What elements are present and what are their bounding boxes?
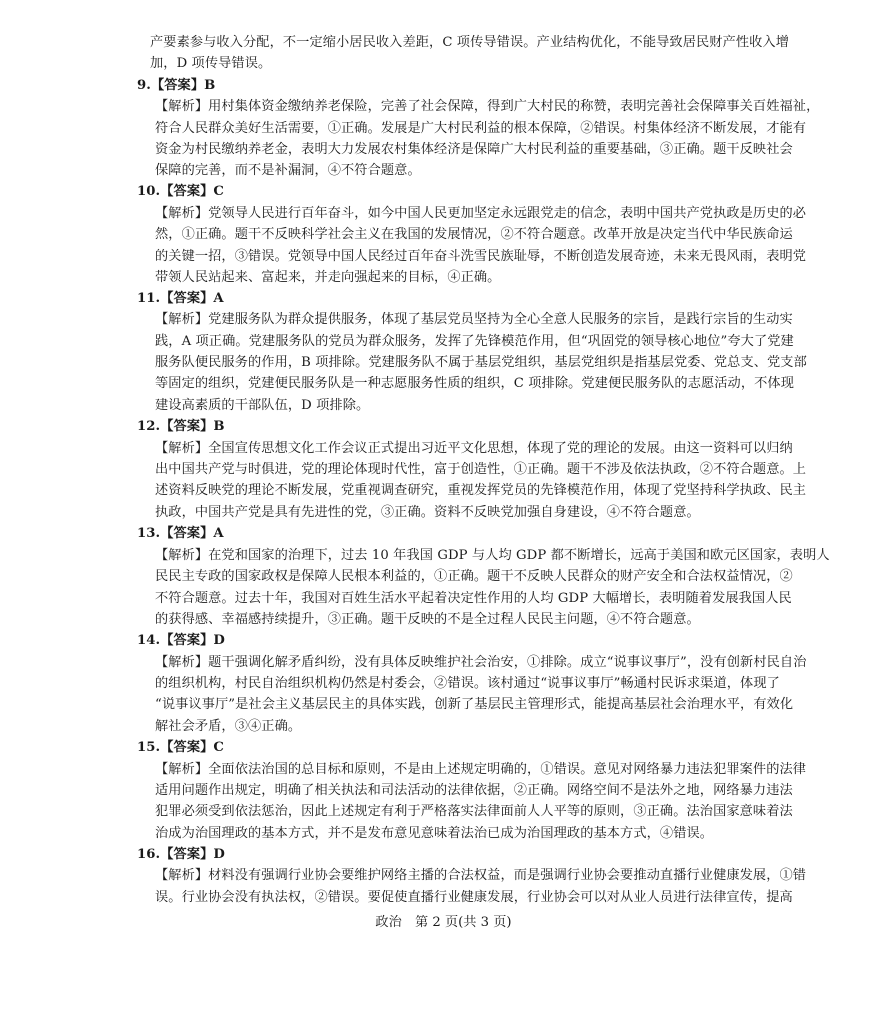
- text-line: 的获得感、幸福感持续提升，③正确。题干反映的不是全过程人民民主问题，④不符合题意。: [155, 612, 700, 627]
- text-line: 【解析】在党和国家的治理下，过去 10 年我国 GDP 与人均 GDP 都不断增长，远高于美国和欧元区国家，表明人: [155, 548, 830, 563]
- answer-line: 10.【答案】C: [137, 184, 224, 199]
- text-line: 【解析】题干强调化解矛盾纠纷，没有具体反映维护社会治安，①排除。成立“说事议事厅”，没有创新村民自治: [155, 655, 807, 670]
- text-line: 加，D 项传导错误。: [150, 56, 272, 71]
- text-line: 符合人民群众美好生活需要，①正确。发展是广大村民利益的根本保障，②错误。村集体经济不断发展，才能有: [155, 121, 807, 136]
- answer-line: 15.【答案】C: [137, 740, 224, 755]
- text-line: 的关键一招，③错误。党领导中国人民经过百年奋斗洗雪民族耻辱，不断创造发展奇迹，未来无畏风雨，表明党: [155, 249, 807, 264]
- answer-line: 11.【答案】A: [137, 291, 224, 306]
- text-line: “说事议事厅”是社会主义基层民主的具体实践，创新了基层民主管理形式，能提高基层社会治理水平，有效化: [155, 697, 794, 712]
- text-line: 适用问题作出规定，明确了相关执法和司法活动的法律依据，②正确。网络空间不是法外之地，网络暴力违法: [155, 783, 793, 798]
- text-line: 【解析】党建服务队为群众提供服务，体现了基层党员坚持为全心全意人民服务的宗旨，是践行宗旨的生动实: [155, 312, 793, 327]
- answer-line: 16.【答案】D: [137, 847, 225, 862]
- text-line: 犯罪必须受到依法惩治，因此上述规定有利于严格落实法律面前人人平等的原则，③正确。法治国家意味着法: [155, 804, 793, 819]
- text-line: 的组织机构，村民自治组织机构仍然是村委会，②错误。该村通过“说事议事厅”畅通村民诉求渠道，体现了: [155, 676, 780, 691]
- text-line: 【解析】党领导人民进行百年奋斗，如今中国人民更加坚定永远跟党走的信念，表明中国共产党执政是历史的必: [155, 206, 807, 221]
- text-line: 执政，中国共产党是具有先进性的党，③正确。资料不反映党加强自身建设，④不符合题意。: [155, 505, 700, 520]
- text-line: 误。行业协会没有执法权，②错误。要促使直播行业健康发展，行业协会可以对从业人员进行法律宣传，提高: [155, 890, 793, 905]
- text-line: 述资料反映党的理论不断发展，党重视调查研究，重视发挥党员的先锋模范作用，体现了党坚持科学执政、民主: [155, 483, 807, 498]
- text-line: 治成为治国理政的基本方式，并不是发布意见意味着法治已成为治国理政的基本方式，④错误。: [155, 826, 714, 841]
- text-line: 【解析】全面依法治国的总目标和原则，不是由上述规定明确的，①错误。意见对网络暴力违法犯罪案件的法律: [155, 762, 807, 777]
- text-line: 【解析】材料没有强调行业协会要维护网络主播的合法权益，而是强调行业协会要推动直播行业健康发展，①错: [155, 868, 807, 883]
- answer-line: 14.【答案】D: [137, 633, 225, 648]
- answer-line: 12.【答案】B: [137, 419, 225, 434]
- text-line: 解社会矛盾，③④正确。: [155, 719, 302, 734]
- page-footer: 政治 第 2 页(共 3 页): [375, 915, 512, 930]
- text-line: 保障的完善，而不是补漏洞，④不符合题意。: [155, 163, 421, 178]
- text-line: 建设高素质的干部队伍，D 项排除。: [155, 398, 370, 413]
- text-line: 【解析】用村集体资金缴纳养老保险，完善了社会保障，得到广大村民的称赞，表明完善社会保障事关百姓福祉，: [155, 99, 820, 114]
- text-line: 出中国共产党与时俱进，党的理论体现时代性，富于创造性，①正确。题干不涉及依法执政，②不符合题意。上: [155, 462, 807, 477]
- text-line: 践，A 项正确。党建服务队的党员为群众服务，发挥了先锋模范作用，但“巩固党的领导核心地位”夸大了党建: [155, 334, 794, 349]
- text-line: 带领人民站起来、富起来，并走向强起来的目标，④正确。: [155, 270, 501, 285]
- text-line: 民民主专政的国家政权是保障人民根本利益的，①正确。题干不反映人民群众的财产安全和合法权益情况，②: [155, 569, 793, 584]
- text-line: 等固定的组织，党建便民服务队是一种志愿服务性质的组织，C 项排除。党建便民服务队的志愿活动，不体现: [155, 376, 794, 391]
- text-line: 不符合题意。过去十年，我国对百姓生活水平起着决定性作用的人均 GDP 大幅增长，表明随着发展我国人民: [155, 591, 792, 606]
- text-line: 服务队便民服务的作用，B 项排除。党建服务队不属于基层党组织，基层党组织是指基层党委、党总支、党支部: [155, 355, 807, 370]
- text-line: 产要素参与收入分配，不一定缩小居民收入差距，C 项传导错误。产业结构优化，不能导致居民财产性收入增: [150, 35, 789, 50]
- text-line: 然，①正确。题干不反映科学社会主义在我国的发展情况，②不符合题意。改革开放是决定当代中华民族命运: [155, 227, 793, 242]
- answer-line: 9.【答案】B: [137, 78, 216, 93]
- answer-line: 13.【答案】A: [137, 526, 224, 541]
- text-line: 资金为村民缴纳养老金，表明大力发展农村集体经济是保障广大村民利益的重要基础，③正确。题干反映社会: [155, 142, 793, 157]
- text-line: 【解析】全国宣传思想文化工作会议正式提出习近平文化思想，体现了党的理论的发展。由这一资料可以归纳: [155, 441, 793, 456]
